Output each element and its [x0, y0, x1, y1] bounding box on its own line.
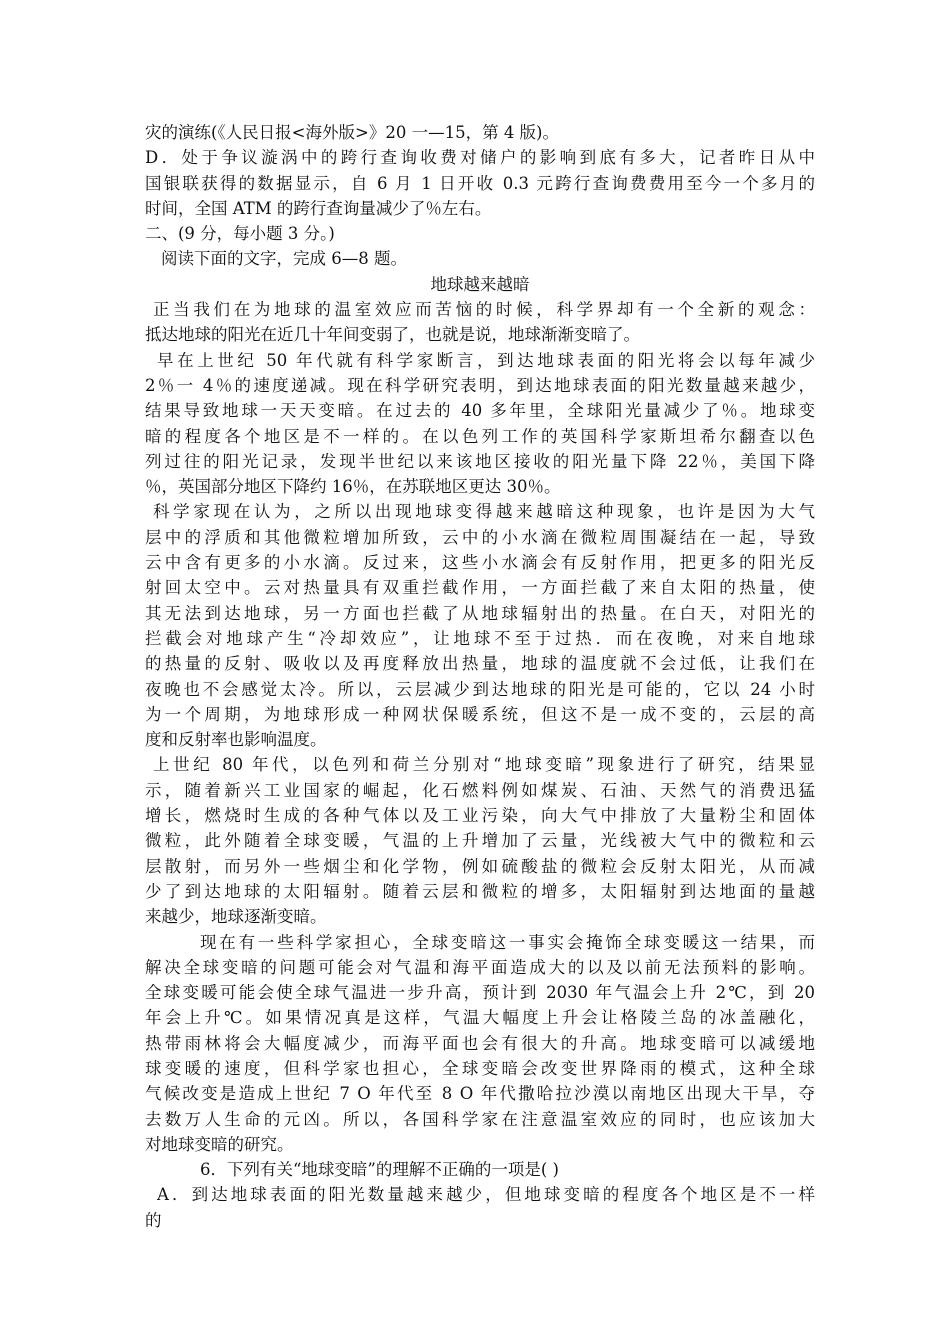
text-line: 的 [145, 1210, 162, 1230]
text-line: 对地球变暗的研究。 [145, 1134, 294, 1154]
text-line: 阅读下面的文字，完成 6—8 题。 [161, 249, 407, 269]
text-line: 灾的演练(《人民日报<海外版>》20 一—15，第 4 版)。 [145, 123, 559, 142]
text-line: A．到达地球表面的阳光数量越来越少，但地球变暗的程度各个地区是不一样 [157, 1185, 815, 1205]
text-line: 云中含有更多的小水滴。反过来，这些小水滴会有反射作用，把更多的阳光反 [145, 553, 815, 573]
text-line: 结果导致地球一天天变暗。在过去的 40 多年里，全球阳光量减少了％。地球变 [145, 401, 815, 421]
article-title: 地球越来越暗 [430, 274, 530, 294]
text-line: 全球变暖可能会使全球气温进一步升高，预计到 2030 年气温会上升 2℃，到 20 [145, 983, 815, 1003]
text-line: 2％一 4％的速度递减。现在科学研究表明，到达地球表面的阳光数量越来越少， [145, 375, 815, 395]
text-line: ％，英国部分地区下降约 16％，在苏联地区更达 30％。 [145, 477, 561, 497]
text-line: 射回太空中。云对热量具有双重拦截作用，一方面拦截了来自太阳的热量，使 [145, 578, 815, 598]
text-line: 抵达地球的阳光在近几十年间变弱了，也就是说，地球渐渐变暗了。 [145, 325, 640, 345]
text-line: 二、(9 分，每小题 3 分。) [145, 224, 335, 244]
text-line: 暗的程度各个地区是不一样的。在以色列工作的英国科学家斯坦希尔翻查以色 [145, 426, 815, 446]
text-line: 国银联获得的数据显示，自 6 月 1 日开收 0.3 元跨行查询费费用至今一个多月的 [145, 173, 815, 193]
text-line: 层中的浮质和其他微粒增加所致，云中的小水滴在微粒周围凝结在一起，导致 [145, 527, 815, 547]
text-line: D．处于争议漩涡中的跨行查询收费对储户的影响到底有多大，记者昨日从中 [145, 148, 815, 168]
document-page [145, 120, 815, 1233]
text-line: 的热量的反射、吸收以及再度释放出热量，地球的温度就不会过低，让我们在 [145, 654, 815, 674]
text-line: 去数万人生命的元凶。所以，各国科学家在注意温室效应的同时，也应该加大 [145, 1109, 815, 1129]
text-line: 列过往的阳光记录，发现半世纪以来该地区接收的阳光量下降 22％，美国下降 [145, 451, 815, 471]
text-line: 气候改变是造成上世纪 7 O 年代至 8 O 年代撒哈拉沙漠以南地区出现大干旱，夺 [145, 1084, 815, 1104]
text-line: 热带雨林将会大幅度减少，而海平面也会有很大的升高。地球变暗可以减缓地 [145, 1033, 815, 1053]
text-line: 增长，燃烧时生成的各种气体以及工业污染，向大气中排放了大量粉尘和固体 [145, 806, 815, 826]
text-line: 为一个周期，为地球形成一种网状保暖系统，但这不是一成不变的，云层的高 [145, 704, 815, 724]
text-line: 夜晚也不会感觉太冷。所以，云层减少到达地球的阳光是可能的，它以 24 小时 [145, 679, 815, 699]
text-line: 其无法到达地球，另一方面也拦截了从地球辐射出的热量。在白天，对阳光的 [145, 603, 815, 623]
text-line: 现在有一些科学家担心，全球变暗这一事实会掩饰全球变暖这一结果，而 [200, 932, 815, 952]
text-line: 少了到达地球的太阳辐射。随着云层和微粒的增多，太阳辐射到达地面的量越 [145, 881, 815, 901]
text-line: 拦截会对地球产生“冷却效应”，让地球不至于过热．而在夜晚，对来自地球 [145, 628, 815, 648]
text-line: 年会上升℃。如果情况真是这样，气温大幅度上升会让格陵兰岛的冰盖融化， [145, 1008, 815, 1028]
text-line: 球变暖的速度，但科学家也担心，全球变暗会改变世界降雨的模式，这种全球 [145, 1058, 815, 1078]
text-line: 时间，全国 ATM 的跨行查询量减少了％左右。 [145, 198, 492, 218]
text-line: 来越少，地球逐渐变暗。 [145, 907, 327, 927]
text-line: 早在上世纪 50 年代就有科学家断言，到达地球表面的阳光将会以每年减少 [157, 350, 815, 370]
text-line: 正当我们在为地球的温室效应而苦恼的时候，科学界却有一个全新的观念： [153, 300, 815, 320]
text-line: 层散射，而另外一些烟尘和化学物，例如硫酸盐的微粒会反射太阳光，从而减 [145, 856, 815, 876]
text-line: 6．下列有关“地球变暗”的理解不正确的一项是( ) [200, 1160, 559, 1180]
text-line: 解决全球变暗的问题可能会对气温和海平面造成大的以及以前无法预料的影响。 [145, 957, 815, 977]
text-line: 微粒，此外随着全球变暖，气温的上升增加了云量，光线被大气中的微粒和云 [145, 831, 815, 851]
text-line: 度和反射率也影响温度。 [145, 730, 327, 750]
text-line: 示，随着新兴工业国家的崛起，化石燃料例如煤炭、石油、天然气的消费迅猛 [145, 780, 815, 800]
text-line: 科学家现在认为，之所以出现地球变得越来越暗这种现象，也许是因为大气 [153, 502, 815, 522]
text-line: 上世纪 80 年代，以色列和荷兰分别对“地球变暗”现象进行了研究，结果显 [153, 755, 815, 775]
